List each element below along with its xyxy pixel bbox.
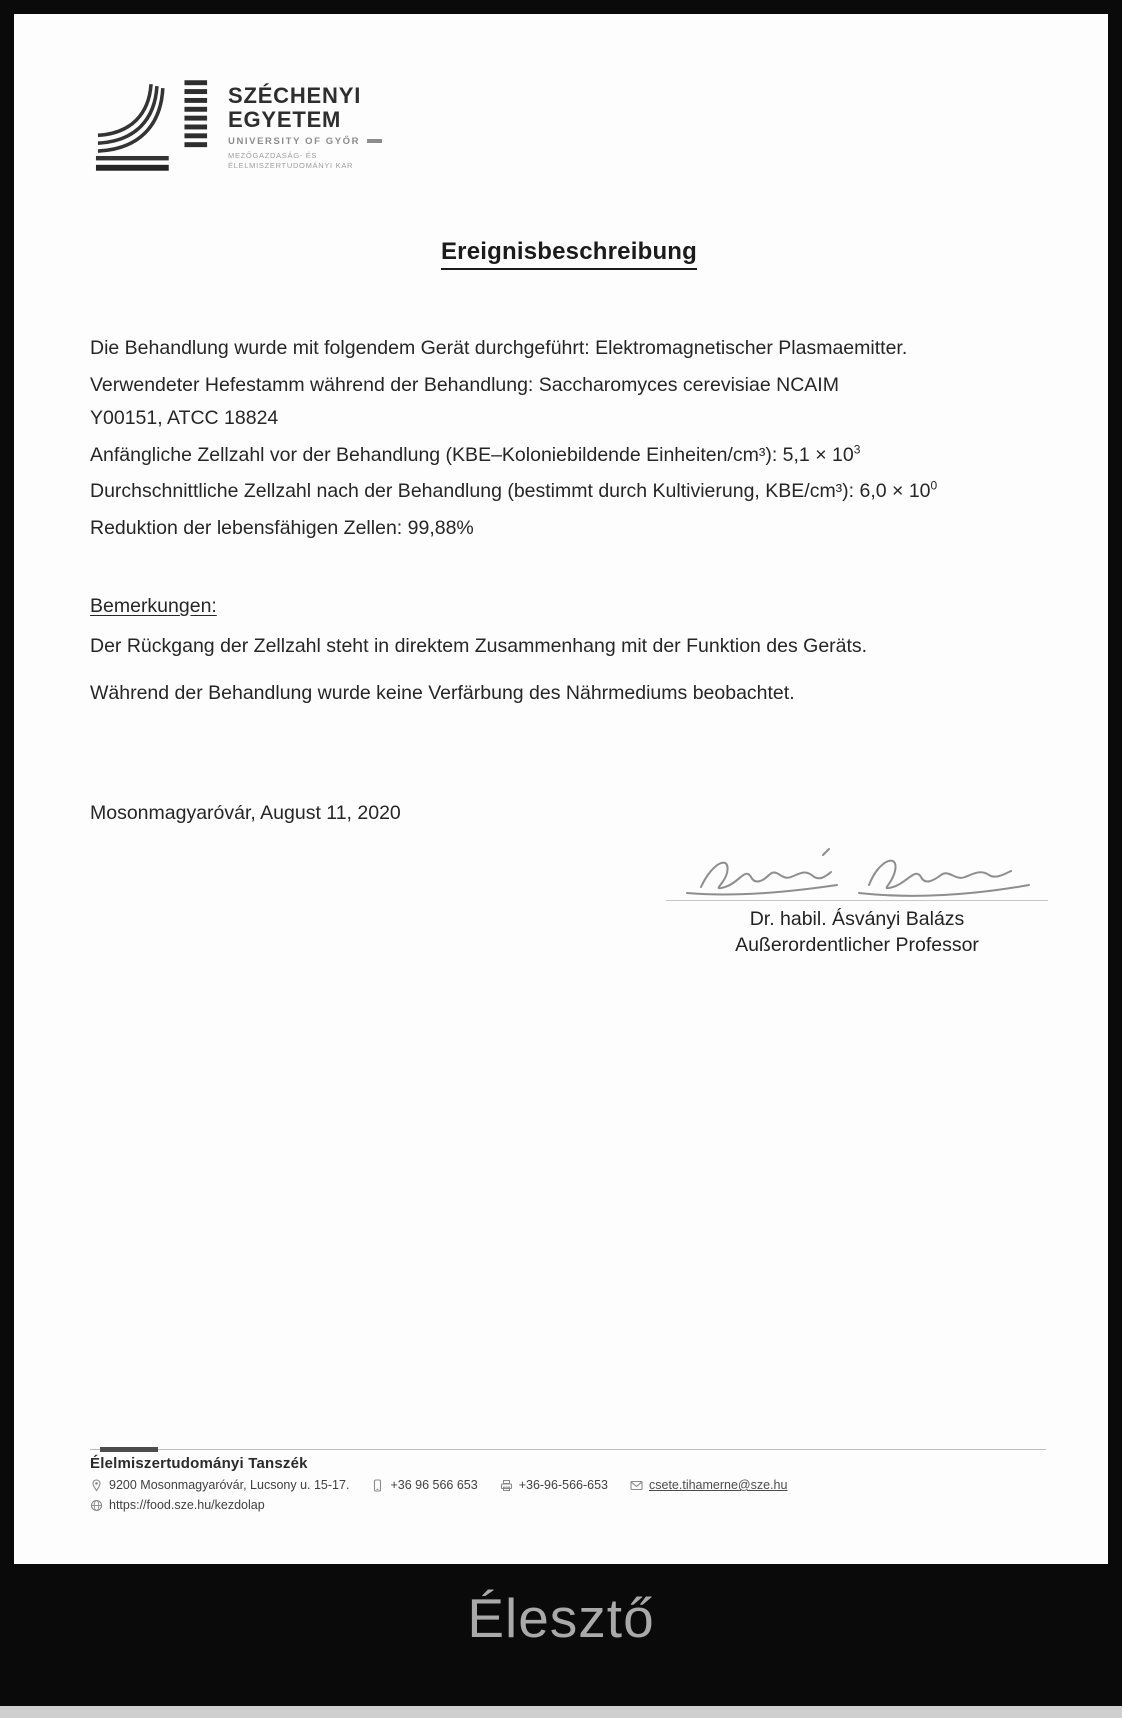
body-text: Anfängliche Zellzahl vor der Behandlung (KBE–Koloniebildende Einheiten/cm³): 5,1 × 10 bbox=[90, 443, 854, 466]
university-logo bbox=[94, 78, 1048, 172]
fax-icon bbox=[500, 1479, 513, 1492]
body-text: Verwendeter Hefestamm während der Behandlung: Saccharomyces cerevisiae NCAIM bbox=[90, 373, 839, 396]
logo-faculty-line2: ÉLELMISZERTUDOMÁNYI KAR bbox=[228, 160, 354, 170]
exponent: 0 bbox=[930, 478, 938, 493]
footer-address: 9200 Mosonmagyaróvár, Lucsony u. 15-17. bbox=[109, 1478, 350, 1492]
logo-faculty-line1: MEZŐGAZDASÁG- ÉS bbox=[228, 150, 318, 160]
body-text: Y00151, ATCC 18824 bbox=[90, 407, 279, 430]
image-caption: Élesztő bbox=[467, 1587, 655, 1649]
footer-fax: +36-96-566-653 bbox=[518, 1478, 608, 1492]
body-paragraph-device bbox=[90, 332, 1048, 366]
body-paragraph-reduction bbox=[90, 512, 1048, 546]
footer-contact-row bbox=[90, 1478, 1046, 1492]
document-title: Ereignisbeschreibung bbox=[441, 238, 697, 270]
footer-phone: +36 96 566 653 bbox=[390, 1478, 478, 1492]
remarks-section bbox=[90, 595, 1048, 712]
logo-subtitle-text: UNIVERSITY OF GYŐR bbox=[228, 135, 361, 147]
signature-block bbox=[666, 841, 1048, 957]
logo-name-line2: EGYETEM bbox=[228, 106, 342, 132]
logo-subtitle bbox=[228, 136, 382, 147]
footer-rule bbox=[90, 1449, 1046, 1455]
body-paragraph-final-count bbox=[90, 475, 1048, 509]
page-footer bbox=[90, 1449, 1046, 1512]
email-icon bbox=[630, 1479, 643, 1492]
location-pin-icon bbox=[90, 1479, 103, 1492]
university-logo-mark bbox=[94, 78, 212, 172]
footer-website: https://food.sze.hu/kezdolap bbox=[109, 1498, 265, 1512]
remarks-heading: Bemerkungen: bbox=[90, 595, 217, 618]
logo-dash bbox=[367, 139, 382, 143]
footer-web-row bbox=[90, 1498, 1046, 1512]
footer-rule-accent bbox=[100, 1447, 158, 1452]
body-text: Durchschnittliche Zellzahl nach der Behandlung (bestimmt durch Kultivierung, KBE/cm³): 6,0 × 10 bbox=[90, 480, 931, 503]
document-page bbox=[14, 14, 1108, 1564]
university-logo-text bbox=[228, 78, 382, 170]
body-paragraph-strain bbox=[90, 369, 1048, 436]
body-text: Reduktion der lebensfähigen Zellen: 99,88% bbox=[90, 516, 474, 539]
footer-email-link[interactable]: csete.tihamerne@sze.hu bbox=[649, 1478, 788, 1492]
remarks-text: Der Rückgang der Zellzahl steht in direktem Zusammenhang mit der Funktion des Geräts. bbox=[90, 635, 868, 658]
body-text: Die Behandlung wurde mit folgendem Gerät durchgeführt: Elektromagnetischer Plasmaemitter. bbox=[90, 337, 908, 359]
logo-name-line1: SZÉCHENYI bbox=[228, 83, 362, 108]
signatory-name: Dr. habil. Ásványi Balázs bbox=[749, 908, 965, 931]
exponent: 3 bbox=[853, 442, 861, 457]
footer-department: Élelmiszertudományi Tanszék bbox=[90, 1455, 308, 1472]
signatory-title: Außerordentlicher Professor bbox=[735, 934, 979, 957]
signature-handwriting bbox=[673, 841, 1041, 907]
remarks-line bbox=[90, 675, 1048, 712]
remarks-line bbox=[90, 628, 1048, 665]
document-body bbox=[90, 332, 1048, 545]
body-paragraph-initial-count bbox=[90, 439, 1048, 473]
phone-icon bbox=[371, 1479, 384, 1492]
remarks-text: Während der Behandlung wurde keine Verfärbung des Nährmediums beobachtet. bbox=[90, 682, 795, 705]
date-line: Mosonmagyaróvár, August 11, 2020 bbox=[90, 802, 401, 825]
globe-icon bbox=[90, 1499, 103, 1512]
title-row bbox=[90, 238, 1048, 270]
bottom-strip bbox=[0, 1706, 1122, 1718]
signature-line bbox=[666, 900, 1048, 901]
